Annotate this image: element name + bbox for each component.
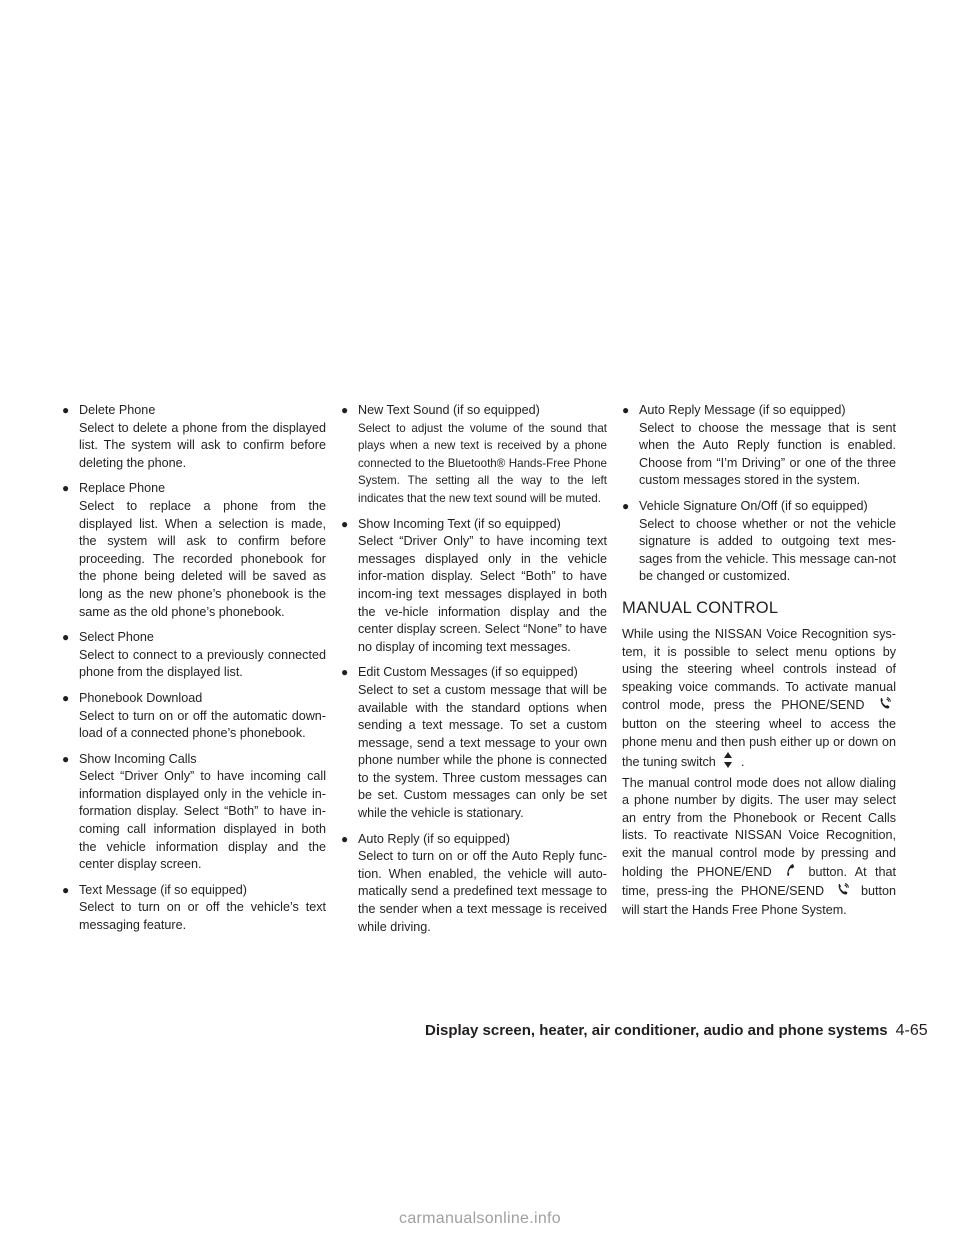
item-body: Select “Driver Only” to have incoming text messages displayed only in the vehicle infor-mation display. Select “Both” to have incom-ing text messages displayed in both the ve-hicle information display and the center display screen. Select “None” to have no display of incoming text messages. [358,534,607,654]
item-title: Edit Custom Messages (if so equipped) [358,665,578,680]
list-item [622,498,896,586]
item-title: Show Incoming Calls [79,751,197,766]
item-body: Select to choose whether or not the vehicle signature is added to outgoing text mes-sages from the vehicle. This message can-not be changed or customized. [639,516,896,584]
section-heading: MANUAL CONTROL [622,598,779,617]
list-item [341,516,607,657]
list-item [341,664,607,822]
bullet-icon: ● [62,630,70,645]
item-title: Show Incoming Text (if so equipped) [358,516,561,531]
item-body: Select to turn on or off the Auto Reply func-tion. When enabled, the vehicle will auto-matically send a predefined text message to the sender when a text message is received while driving. [358,849,607,934]
phone-send-icon [836,882,850,902]
text-run: button. At that time, press-ing the PHONE/SEND [622,864,897,899]
text-run: The manual control mode does not allow dialing a phone number by digits. The user may select an entry from the Phonebook or Recent Calls lists. To reactivate NISSAN Voice Recognition, exit the manual control mode by pressing and holding the PHONE/END [622,775,896,879]
item-body: Select to connect to a previously connected phone from the displayed list. [79,647,326,680]
item-body: Select to replace a phone from the displayed list. When a selection is made, the system will ask to confirm before proceeding. The recorded phonebook for the phone being deleted will be saved as long as the new phone’s phonebook is the same as the old phone’s phonebook. [79,498,326,619]
list-item [622,402,896,490]
bullet-icon: ● [341,665,349,680]
phone-send-icon [878,696,892,716]
list-item [341,831,607,937]
item-title: Replace Phone [79,481,166,496]
bullet-icon: ● [62,690,70,705]
bullet-icon: ● [341,831,349,846]
page-footer [425,1022,928,1040]
manual-control-paragraph-2 [622,775,896,920]
item-title: Phonebook Download [79,690,203,705]
item-title: Vehicle Signature On/Off (if so equipped) [639,498,868,513]
column-1 [62,402,326,943]
section-title: Display screen, heater, air conditioner, audio and phone systems [425,1022,888,1039]
item-body: Select to delete a phone from the displayed list. The system will ask to confirm before deleting the phone. [79,420,326,470]
bullet-icon: ● [341,403,349,417]
list-item [341,402,607,508]
watermark: carmanualsonline.info [399,1210,561,1227]
item-title: Auto Reply Message (if so equipped) [639,403,846,417]
bullet-icon: ● [62,403,70,417]
item-title: New Text Sound (if so equipped) [358,403,540,417]
list-item [62,690,326,743]
list-item [62,629,326,682]
up-down-arrows-icon [723,751,733,775]
item-title: Delete Phone [79,403,156,417]
bullet-icon: ● [62,751,70,766]
text-run: button on the steering wheel to access the phone menu and then push either up or down on the tuning switch [622,716,896,770]
bullet-icon: ● [622,403,630,417]
column-2 [341,402,607,944]
text-run: . [740,755,745,770]
list-item [62,480,326,621]
column-3 [622,402,896,919]
list-item [62,402,326,472]
text-run: While using the NISSAN Voice Recognition sys-tem, it is possible to select menu options by using the steering wheel controls instead of speaking voice commands. To activate manual control mode, press the PHONE/SEND [622,626,896,713]
manual-control-paragraph-1 [622,626,896,775]
item-body: Select to adjust the volume of the sound that plays when a new text is received by a phone connected to the Bluetooth® Hands-Free Phone System. The setting all the way to the left indicates that the new text sound will be muted. [358,421,607,505]
item-body: Select “Driver Only” to have incoming call information displayed only in the vehicle in-formation display. Select “Both” to have in-coming call information displayed in both the vehicle information display and the center display screen. [79,769,326,872]
item-title: Select Phone [79,630,154,645]
item-title: Text Message (if so equipped) [79,882,248,897]
bullet-icon: ● [62,481,70,496]
item-body: Select to turn on or off the automatic down-load of a connected phone’s phonebook. [79,708,326,741]
item-body: Select to choose the message that is sent when the Auto Reply function is enabled. Choose from “I’m Driving” or one of the three custom messages stored in the system. [639,420,896,488]
item-body: Select to turn on or off the vehicle’s text messaging feature. [79,900,326,933]
list-item [62,751,326,874]
text-run: button will start the Hands Free Phone System. [622,884,896,917]
item-title: Auto Reply (if so equipped) [358,831,510,846]
phone-end-icon [784,863,796,883]
item-body: Select to set a custom message that will be available with the standard options when sending a text message. To set a custom message, send a text message to your own phone number while the phone is connected to the system. Three custom messages can be set. Custom messages can only be set while the vehicle is stationary. [358,682,607,821]
list-item [62,882,326,935]
bullet-icon: ● [622,498,630,513]
bullet-icon: ● [62,882,70,897]
page-number: 4-65 [895,1022,928,1039]
bullet-icon: ● [341,516,349,531]
